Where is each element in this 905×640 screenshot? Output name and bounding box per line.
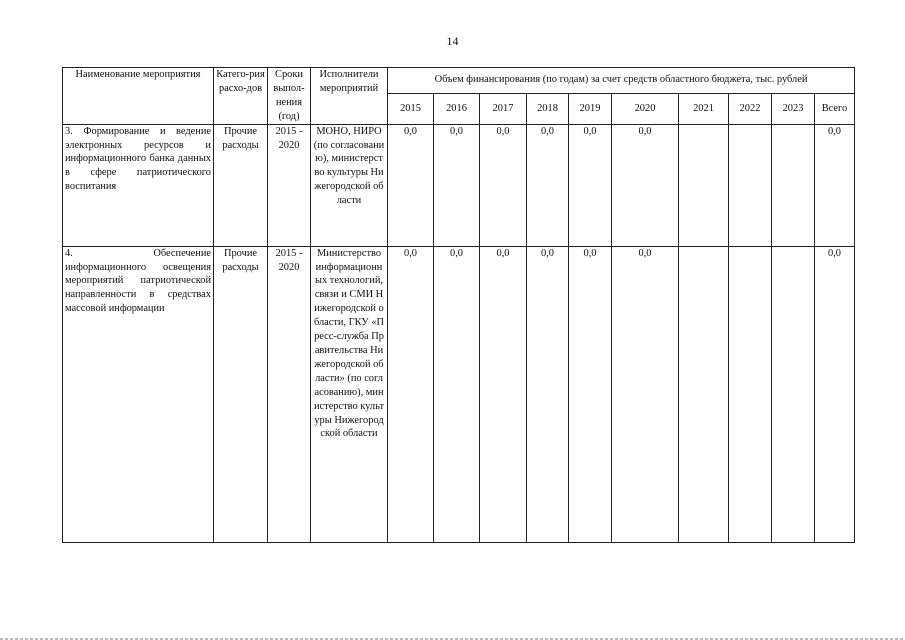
row-value-2021 xyxy=(679,246,729,542)
header-year-2018: 2018 xyxy=(527,93,569,124)
row-value-2017: 0,0 xyxy=(480,246,527,542)
header-year-2017: 2017 xyxy=(480,93,527,124)
table-header-row xyxy=(63,68,855,94)
header-year-2023: 2023 xyxy=(772,93,815,124)
row-name: 4. Обеспечение информационного освещения мероприятий патриотической направленности в средствах массовой информации xyxy=(63,246,214,542)
row-value-2015: 0,0 xyxy=(388,124,434,246)
row-value-2017: 0,0 xyxy=(480,124,527,246)
row-value-total: 0,0 xyxy=(815,246,855,542)
row-value-2015: 0,0 xyxy=(388,246,434,542)
header-year-2019: 2019 xyxy=(569,93,612,124)
row-value-2023 xyxy=(772,246,815,542)
header-year-2016: 2016 xyxy=(434,93,480,124)
header-year-2021: 2021 xyxy=(679,93,729,124)
row-executors: Министерство информационных технологий, связи и СМИ Нижегородской области, ГКУ «Пресс-служба Правительства Нижегородской области» (по согласованию), министерство культуры Нижегородской области xyxy=(311,246,388,542)
row-value-2019: 0,0 xyxy=(569,124,612,246)
header-funding-group: Объем финансирования (по годам) за счет средств областного бюджета, тыс. рублей xyxy=(388,68,855,94)
header-name: Наименование мероприятия xyxy=(63,68,214,125)
row-value-2023 xyxy=(772,124,815,246)
row-term: 2015 - 2020 xyxy=(268,246,311,542)
row-value-2020: 0,0 xyxy=(612,246,679,542)
row-value-2018: 0,0 xyxy=(527,246,569,542)
row-value-2016: 0,0 xyxy=(434,246,480,542)
row-term: 2015 - 2020 xyxy=(268,124,311,246)
row-executors: МОНО, НИРО (по согласованию), министерство культуры Нижегородской области xyxy=(311,124,388,246)
header-year-2015: 2015 xyxy=(388,93,434,124)
row-category: Прочие расходы xyxy=(214,124,268,246)
header-executors: Исполнители мероприятий xyxy=(311,68,388,125)
header-year-2022: 2022 xyxy=(729,93,772,124)
row-value-2021 xyxy=(679,124,729,246)
header-total: Всего xyxy=(815,93,855,124)
row-value-2022 xyxy=(729,246,772,542)
row-value-2019: 0,0 xyxy=(569,246,612,542)
header-term: Сроки выпол-нения (год) xyxy=(268,68,311,125)
table-row xyxy=(63,246,855,542)
page-number: 14 xyxy=(446,34,459,48)
row-name: 3. Формирование и ведение электронных ресурсов и информационного банка данных в сфере патриотического воспитания xyxy=(63,124,214,246)
header-category: Катего-рия расхо-дов xyxy=(214,68,268,125)
row-category: Прочие расходы xyxy=(214,246,268,542)
funding-table xyxy=(62,67,855,543)
row-value-2020: 0,0 xyxy=(612,124,679,246)
row-value-2018: 0,0 xyxy=(527,124,569,246)
row-value-2022 xyxy=(729,124,772,246)
header-year-2020: 2020 xyxy=(612,93,679,124)
row-value-total: 0,0 xyxy=(815,124,855,246)
row-value-2016: 0,0 xyxy=(434,124,480,246)
table-row xyxy=(63,124,855,246)
